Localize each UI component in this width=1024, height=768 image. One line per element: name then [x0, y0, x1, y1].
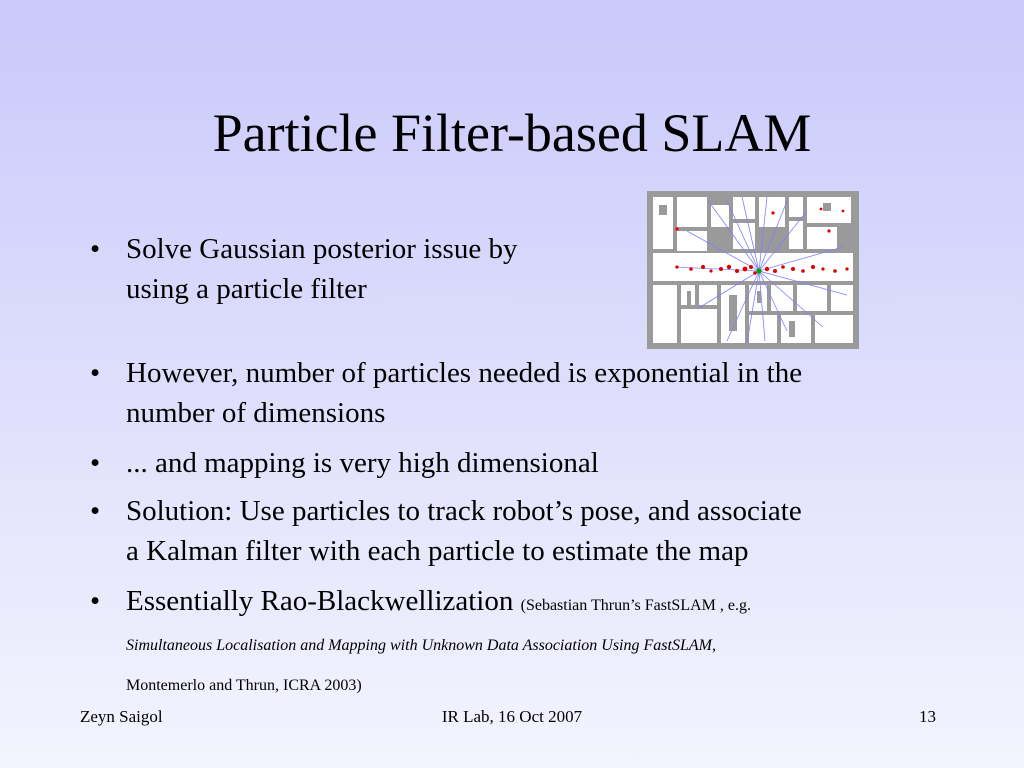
bullet-text [126, 353, 950, 433]
citation-title: Simultaneous Localisation and Mapping with Unknown Data Association Using FastSLAM [126, 637, 712, 654]
bullet-marker: • [90, 585, 101, 617]
bullet-marker: • [90, 447, 101, 479]
bullet-line: Solve Gaussian posterior issue by [126, 233, 518, 265]
bullet-text [126, 581, 950, 701]
bullet-line: Solution: Use particles to track robot’s pose, and associate [126, 495, 802, 527]
bullet-marker: • [90, 233, 101, 265]
robot-pose-marker [756, 268, 761, 273]
footer-page-number: 13 [919, 707, 936, 726]
bullet-text [126, 443, 950, 483]
bullet-text [126, 229, 630, 309]
bullet-line: a Kalman filter with each particle to estimate the map [126, 535, 749, 567]
citation-open: (Sebastian Thrun’s FastSLAM , e.g. [520, 597, 751, 614]
citation-close: Montemerlo and Thrun, ICRA 2003) [126, 677, 362, 694]
bullet-line: ... and mapping is very high dimensional [126, 447, 599, 479]
bullet-line: number of dimensions [126, 397, 386, 429]
bullet-text [126, 491, 950, 571]
bullet-marker: • [90, 357, 101, 389]
particle-filter-map-icon [647, 191, 859, 349]
footer-author: Zeyn Saigol [80, 707, 163, 726]
bullet-main-text: Essentially Rao-Blackwellization [126, 585, 514, 617]
footer-venue: IR Lab, 16 Oct 2007 [441, 707, 583, 726]
bullet-line: using a particle filter [126, 273, 367, 305]
bullet-item [90, 443, 950, 483]
bullet-item [90, 491, 950, 571]
bullet-marker: • [90, 495, 101, 527]
slide-title: Particle Filter-based SLAM [212, 103, 812, 163]
bullet-item [90, 229, 630, 309]
bullet-item [90, 581, 950, 701]
citation-line [126, 637, 716, 654]
bullet-line: However, number of particles needed is exponential in the [126, 357, 803, 389]
citation-title-suffix: , [711, 637, 716, 654]
bullet-item [90, 353, 950, 433]
